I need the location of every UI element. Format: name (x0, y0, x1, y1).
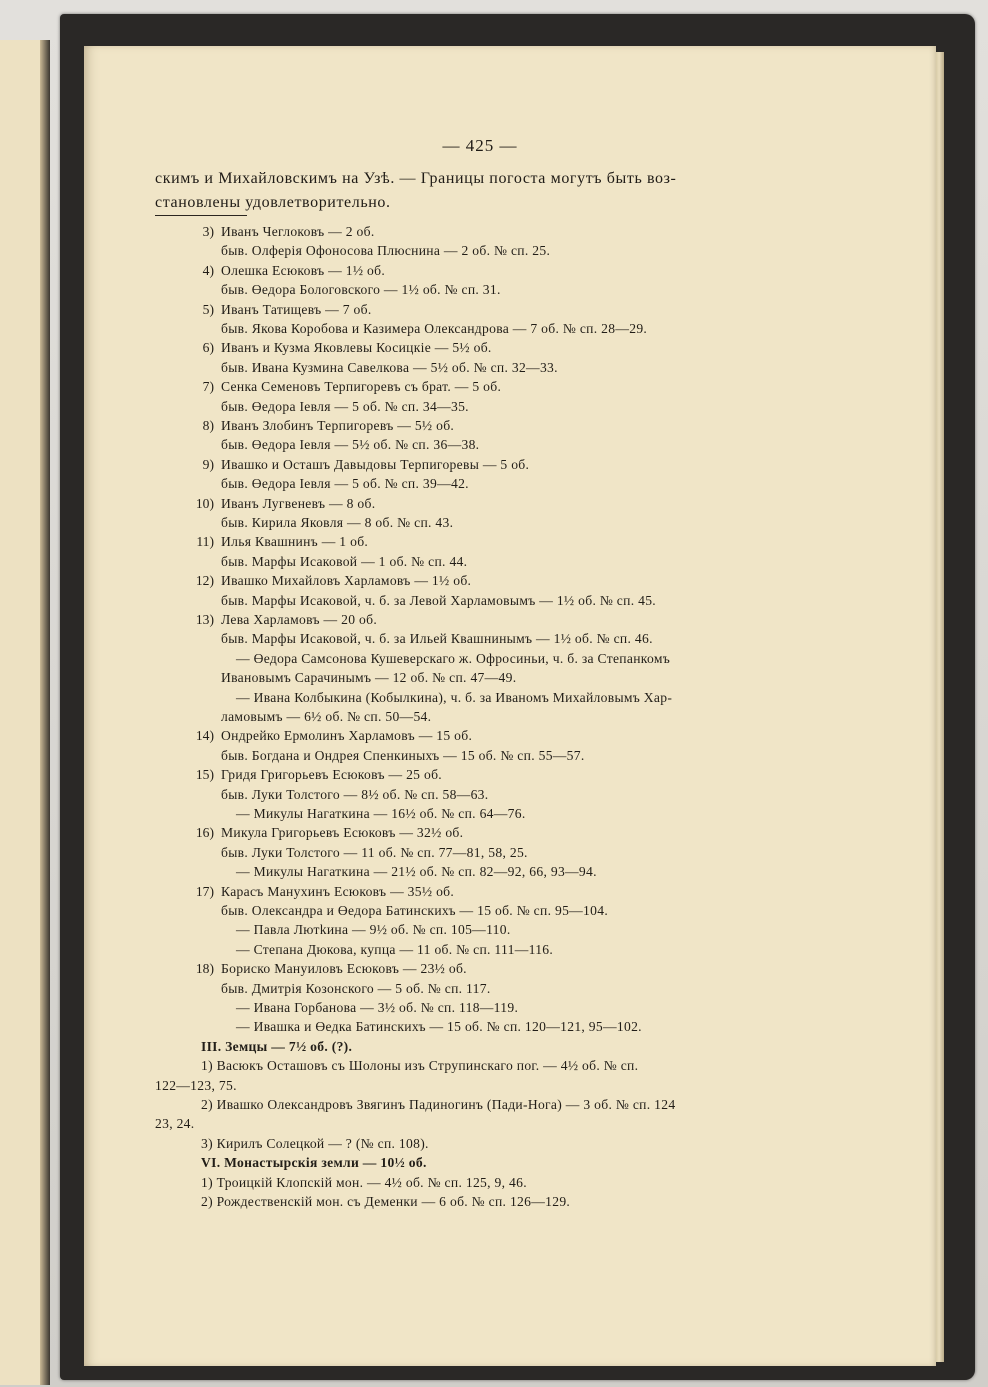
entry-line: быв. Ивана Кузмина Савелкова — 5½ об. № сп. 32—33. (221, 359, 558, 375)
entry-line: 3) Кирилъ Солецкой — ? (№ сп. 108). (201, 1135, 429, 1151)
entry-line: быв. Өедора Іевля — 5 об. № сп. 34—35. (221, 398, 469, 414)
entry-number: 13) (195, 612, 214, 627)
entry-line: 23, 24. (155, 1116, 195, 1132)
entry-line: — Ивана Колбыкина (Кобылкина), ч. б. за Иваномъ Михайловымъ Хар- (236, 689, 673, 705)
entry-line: 1) Троицкій Клопскій мон. — 4½ об. № сп. 125, 9, 46. (201, 1174, 527, 1190)
section-rule (155, 215, 247, 216)
entry-number: 4) (202, 262, 214, 278)
entry-line: быв. Луки Толстого — 11 об. № сп. 77—81, 58, 25. (221, 844, 528, 860)
entry-number: 18) (195, 961, 214, 977)
entry-number: 16) (195, 825, 214, 841)
intro-line: скимъ и Михайловскимъ на Узѣ. — Границы погоста могутъ быть воз- (155, 170, 677, 187)
entry-line: быв. Якова Коробова и Казимера Олександрова — 7 об. № сп. 28—29. (221, 321, 648, 336)
entry-number: 12) (195, 573, 214, 589)
entry-line: быв. Өедора Бологовского — 1½ об. № сп. 31. (221, 282, 501, 298)
section-heading: III. Земцы — 7½ об. (?). (201, 1038, 353, 1054)
entry-line: Ивашко Михайловъ Харламовъ — 1½ об. (221, 573, 472, 589)
entry-line: Иванъ Чеглоковъ — 2 об. (221, 224, 375, 239)
entry-number: 3) (202, 224, 214, 239)
entry-line: быв. Өедора Іевля — 5 об. № сп. 39—42. (221, 476, 469, 492)
entry-number: 15) (195, 767, 214, 783)
entry-line: Бориско Мануиловъ Есюковъ — 23½ об. (221, 961, 467, 977)
entry-line: быв. Марфы Исаковой — 1 об. № сп. 44. (221, 553, 468, 569)
entry-number: 5) (202, 301, 214, 317)
entry-line: 2) Ивашко Олександровъ Звягинъ Падиногинъ (Пади-Нога) — 3 об. № сп. 124 (201, 1097, 676, 1112)
entry-line: — Микулы Нагаткина — 16½ об. № сп. 64—76. (236, 806, 526, 821)
entry-line: 2) Рождественскій мон. съ Деменки — 6 об. № сп. 126—129. (201, 1194, 571, 1209)
entry-line: быв. Олферія Офоносова Плюснина — 2 об. № сп. 25. (221, 243, 551, 259)
entry-line: Лева Харламовъ — 20 об. (221, 612, 378, 627)
entry-line: — Степана Дюкова, купца — 11 об. № сп. 111—116. (236, 941, 554, 957)
intro-line: становлены удовлетворительно. (155, 194, 391, 211)
entry-line: Олешка Есюковъ — 1½ об. (221, 262, 386, 278)
entry-line: Карасъ Манухинъ Есюковъ — 35½ об. (221, 883, 455, 899)
entry-line: Ивановымъ Сарачинымъ — 12 об. № сп. 47—49. (221, 670, 517, 686)
section-heading: VI. Монастырскія земли — 10½ об. (201, 1155, 427, 1171)
entry-number: 17) (195, 883, 214, 899)
entry-number: 6) (202, 340, 214, 356)
entry-line: Иванъ Злобинъ Терпигоревъ — 5½ об. (221, 418, 455, 433)
entry-line: Иванъ и Кузма Яковлевы Косицкіе — 5½ об. (221, 340, 492, 356)
entry-line: — Ивана Горбанова — 3½ об. № сп. 118—119. (236, 1000, 519, 1015)
entry-line: Сенка Семеновъ Терпигоревъ съ брат. — 5 об. (221, 379, 502, 395)
entry-number: 11) (196, 534, 214, 550)
entry-line: быв. Олександра и Өедора Батинскихъ — 15 об. № сп. 95—104. (221, 903, 609, 918)
entry-line: Ивашко и Осташъ Давыдовы Терпигоревы — 5 об. (221, 456, 530, 472)
entry-line: — Ивашка и Өедка Батинскихъ — 15 об. № сп. 120—121, 95—102. (236, 1019, 642, 1035)
entry-line: быв. Марфы Исаковой, ч. б. за Левой Харламовымъ — 1½ об. № сп. 45. (221, 592, 657, 608)
entry-line: Илья Квашнинъ — 1 об. (221, 534, 369, 550)
entry-number: 14) (195, 728, 214, 744)
entry-line: 122—123, 75. (155, 1077, 237, 1093)
entry-number: 10) (195, 495, 214, 511)
entry-line: быв. Өедора Іевля — 5½ об. № сп. 36—38. (221, 437, 480, 453)
entry-line: Ондрейко Ермолинъ Харламовъ — 15 об. (221, 728, 473, 744)
entry-line: быв. Богдана и Ондрея Спенкиныхъ — 15 об. № сп. 55—57. (221, 747, 585, 763)
entry-line: Иванъ Лугвеневъ — 8 об. (221, 495, 376, 511)
entry-line: Микула Григорьевъ Есюковъ — 32½ об. (221, 825, 464, 841)
entry-line: быв. Дмитрія Козонского — 5 об. № сп. 117. (221, 980, 491, 996)
entry-line: — Микулы Нагаткина — 21½ об. № сп. 82—92, 66, 93—94. (236, 864, 597, 880)
page-number: — 425 — (442, 136, 518, 155)
entry-line: Гридя Григорьевъ Есюковъ — 25 об. (221, 767, 442, 783)
entry-line: быв. Марфы Исаковой, ч. б. за Ильей Квашнинымъ — 1½ об. № сп. 46. (221, 631, 653, 647)
entry-line: — Өедора Самсонова Кушеверскаго ж. Офросиньи, ч. б. за Степанкомъ (236, 650, 671, 666)
entry-number: 9) (202, 456, 214, 472)
entry-line: ламовымъ — 6½ об. № сп. 50—54. (221, 709, 432, 724)
entry-line: — Павла Лютkина — 9½ об. № сп. 105—110. (236, 922, 511, 938)
entry-line: Иванъ Татищевъ — 7 об. (221, 301, 372, 317)
entry-line: быв. Луки Толстого — 8½ об. № сп. 58—63. (221, 786, 489, 802)
entry-number: 8) (202, 418, 214, 433)
entry-line: быв. Кирила Яковля — 8 об. № сп. 43. (221, 515, 454, 530)
entry-number: 7) (202, 379, 214, 395)
entry-line: 1) Васюкъ Осташовъ съ Шолоны изъ Струпинскаго пог. — 4½ об. № сп. (201, 1058, 639, 1074)
